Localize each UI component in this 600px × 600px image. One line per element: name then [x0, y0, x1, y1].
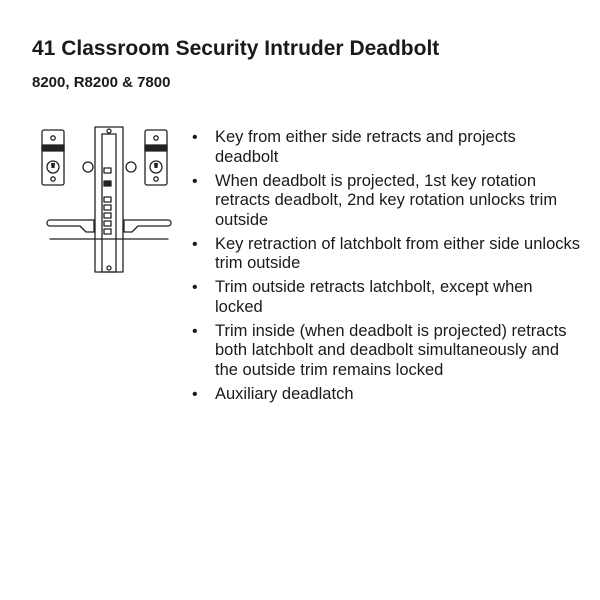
- left-cylinder-icon: [42, 130, 64, 185]
- bullet-icon: •: [192, 385, 198, 403]
- feature-item: • Auxiliary deadlatch: [192, 384, 354, 403]
- feature-item: • Trim outside retracts latchbolt, except when locked: [192, 278, 533, 316]
- mortise-lock-diagram-icon: [30, 122, 190, 282]
- bullet-icon: •: [192, 172, 198, 190]
- bullet-icon: •: [192, 322, 198, 340]
- page-title: 41 Classroom Security Intruder Deadbolt: [32, 37, 440, 60]
- feature-item: • When deadbolt is projected, 1st key rotation retracts deadbolt, 2nd key rotation unlocks trim outside: [192, 171, 558, 229]
- feature-list: [190, 128, 580, 409]
- bullet-icon: •: [192, 279, 198, 296]
- lock-case-icon: [95, 127, 123, 272]
- feature-item: • Key retraction of latchbolt from either side unlocks trim outside: [192, 234, 581, 272]
- bullet-icon: •: [192, 129, 198, 146]
- bullet-icon: •: [192, 235, 198, 253]
- feature-item: • Key from either side retracts and projects deadbolt: [192, 128, 516, 166]
- right-lever-icon: [124, 220, 171, 232]
- model-numbers: 8200, R8200 & 7800: [32, 74, 171, 91]
- right-cylinder-icon: [145, 130, 167, 185]
- left-lever-icon: [47, 220, 94, 232]
- feature-item: • Trim inside (when deadbolt is projected) retracts both latchbolt and deadbolt simultaneously and the outside trim remains locked: [192, 321, 567, 379]
